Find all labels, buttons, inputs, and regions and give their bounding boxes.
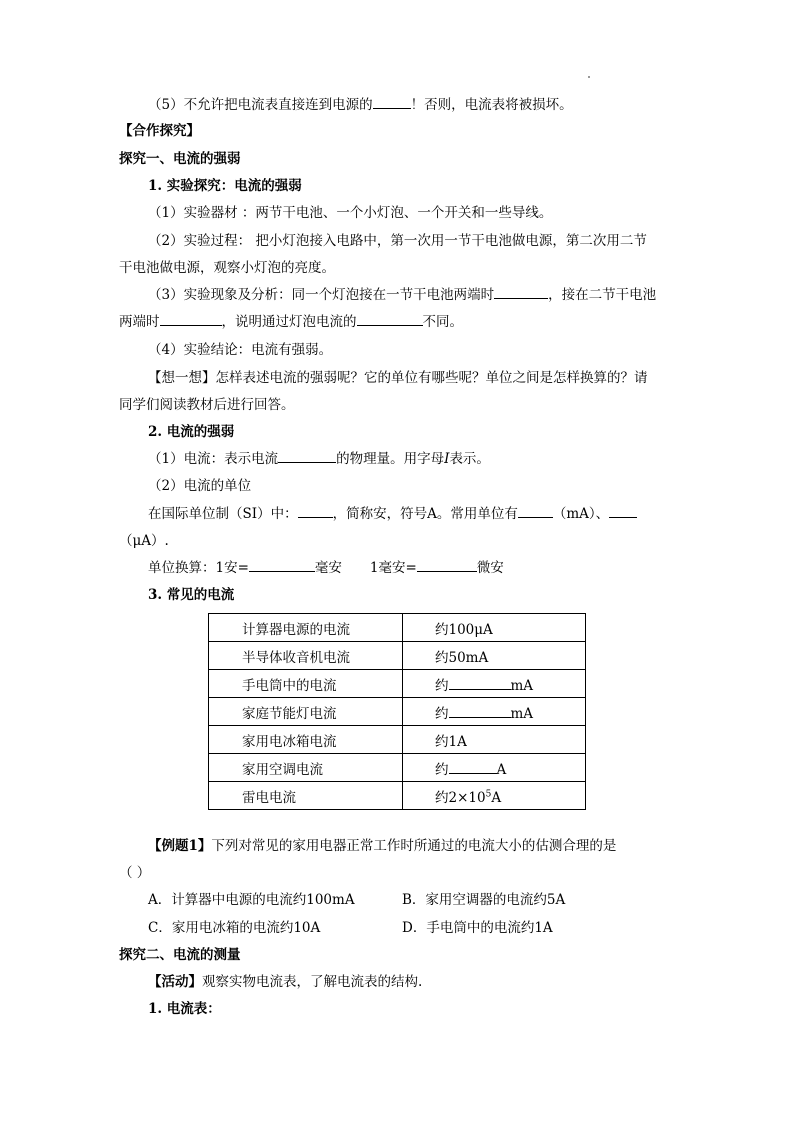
si-unit-line: 在国际单位制（SI）中： ，简称安，符号A。常用单位有 （mA）、 <box>148 504 637 524</box>
table-row: 家庭节能灯电流 约 mA <box>209 698 586 726</box>
answer-blank[interactable] <box>609 504 637 518</box>
answer-blank[interactable] <box>298 504 333 518</box>
option-a[interactable]: A．计算器中电源的电流约100mA <box>148 892 355 908</box>
common-currents-table <box>208 613 586 810</box>
example1-stem: 【例题1】下列对常见的家用电器正常工作时所通过的电流大小的估测合理的是 <box>148 838 617 854</box>
activity-line: 【活动】观察实物电流表，了解电流表的结构. <box>148 974 423 990</box>
table-row: 雷电电流 约$2\times 10^5A$ <box>209 782 586 810</box>
option-b[interactable]: B．家用空调器的电流约5A <box>402 892 566 908</box>
section-cooperation: 【合作探究】 <box>119 123 200 139</box>
table-row: 计算器电源的电流 约100μA <box>209 614 586 642</box>
exp1-materials: （1）实验器材 ：两节干电池、一个小灯泡、一个开关和一些导线。 <box>148 205 553 221</box>
answer-blank[interactable] <box>278 449 336 463</box>
exp1-observation-line1: （3）实验现象及分析：同一个灯泡接在一节干电池两端时 ，接在二节干电池 <box>148 287 657 303</box>
think-line2: 同学们阅读教材后进行回答。 <box>119 397 295 413</box>
table-row: 家用空调电流 约 A <box>209 754 586 782</box>
think-line1: 【想一想】怎样表述电流的强弱呢？它的单位有哪些呢？单位之间是怎样换算的？请 <box>148 370 648 386</box>
answer-blank[interactable] <box>417 558 477 572</box>
option-c[interactable]: C．家用电冰箱的电流约10A <box>148 920 321 936</box>
answer-blank[interactable] <box>249 558 315 572</box>
answer-blank[interactable] <box>494 285 548 299</box>
micro-unit-line: （μA）. <box>119 533 169 549</box>
common-currents-title: 3. 常见的电流 <box>148 587 235 603</box>
answer-blank[interactable] <box>160 312 222 326</box>
strength-title: 2. 电流的强弱 <box>148 424 235 440</box>
table-row: 家用电冰箱电流 约1A <box>209 726 586 754</box>
exp1-title: 1. 实验探究：电流的强弱 <box>148 178 302 194</box>
explore2-title: 探究二、电流的测量 <box>119 947 241 963</box>
current-definition: （1）电流：表示电流 的物理量。用字母I表示。 <box>148 451 490 467</box>
answer-blank[interactable] <box>518 504 553 518</box>
explore1-title: 探究一、电流的强弱 <box>119 151 241 167</box>
option-d[interactable]: D．手电筒中的电流约1A <box>402 920 553 936</box>
table-row: 手电筒中的电流 约 mA <box>209 670 586 698</box>
unit-conversion: 单位换算：1安= 毫安 1毫安= 微安 <box>148 560 504 576</box>
answer-blank[interactable] <box>357 312 423 326</box>
ammeter-title: 1. 电流表： <box>148 1001 221 1017</box>
exp1-conclusion: （4）实验结论：电流有强弱。 <box>148 342 333 358</box>
table-row: 半导体收音机电流 约50mA <box>209 642 586 670</box>
stray-dot <box>588 76 590 78</box>
exp1-process-line1: （2）实验过程： 把小灯泡接入电路中，第一次用一节干电池做电源，第二次用二节 <box>148 233 647 249</box>
answer-blank[interactable] <box>449 760 497 774</box>
example1-answer-paren: （ ） <box>119 865 151 881</box>
answer-blank[interactable] <box>373 95 411 109</box>
answer-blank[interactable] <box>449 704 511 718</box>
exp1-process-line2: 干电池做电源，观察小灯泡的亮度。 <box>119 260 335 276</box>
exp1-observation-line2: 两端时 ，说明通过灯泡电流的 不同。 <box>119 314 463 330</box>
intro-item-5: （5）不允许把电流表直接连到电源的 ！否则，电流表将被损坏。 <box>148 97 573 113</box>
unit-title: （2）电流的单位 <box>148 478 252 494</box>
answer-blank[interactable] <box>449 676 511 690</box>
